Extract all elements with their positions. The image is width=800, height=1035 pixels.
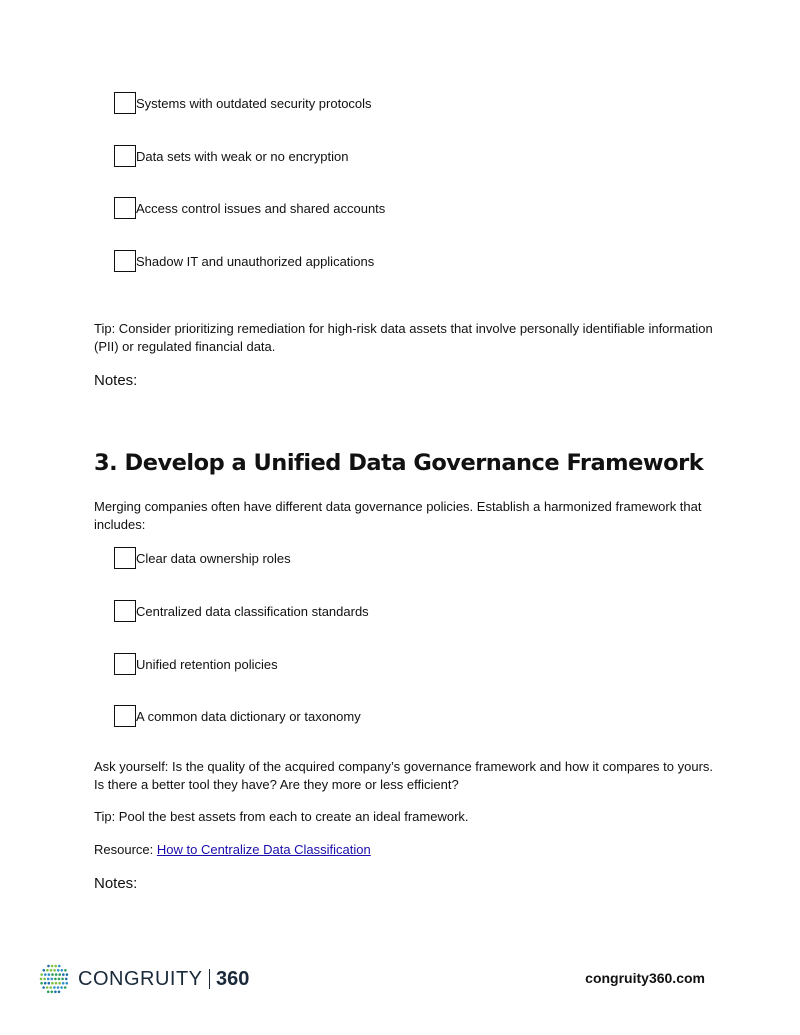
checklist-item-label: Access control issues and shared accounts — [136, 200, 386, 216]
checklist-item-label: Shadow IT and unauthorized applications — [136, 253, 375, 269]
checklist-item[interactable] — [114, 546, 291, 570]
checklist-item[interactable] — [114, 144, 348, 168]
checklist-item[interactable] — [114, 599, 369, 623]
checkbox[interactable] — [114, 600, 136, 622]
checklist-item-label: Centralized data classification standards — [136, 603, 369, 619]
checkbox[interactable] — [114, 197, 136, 219]
logo-text: CONGRUITY — [78, 967, 203, 990]
section-intro: Merging companies often have different data governance policies. Establish a harmonized framework that includes: — [94, 499, 702, 532]
checklist-item-label: A common data dictionary or taxonomy — [136, 708, 361, 724]
checklist-item-label: Systems with outdated security protocols — [136, 95, 372, 111]
tip-text: Tip: Pool the best assets from each to create an ideal framework. — [94, 809, 469, 824]
notes-label: Notes: — [94, 372, 138, 389]
logo-number: 360 — [216, 967, 250, 990]
resource-line — [94, 841, 714, 859]
checklist-item-label: Data sets with weak or no encryption — [136, 148, 349, 164]
checklist-item[interactable] — [114, 91, 372, 115]
checkbox[interactable] — [114, 250, 136, 272]
checklist-item[interactable] — [114, 652, 278, 676]
checklist-item-label: Unified retention policies — [136, 656, 278, 672]
footer-url: congruity360.com — [585, 970, 705, 986]
checklist-item[interactable] — [114, 704, 361, 728]
checkbox[interactable] — [114, 92, 136, 114]
tip-text: Tip: Consider prioritizing remediation for high-risk data assets that involve personally identifiable information (PII) or regulated financial data. — [94, 321, 713, 354]
checkbox[interactable] — [114, 145, 136, 167]
logo-divider — [209, 969, 211, 989]
checkbox[interactable] — [114, 547, 136, 569]
notes-label: Notes: — [94, 875, 138, 892]
ask-yourself-text: Ask yourself: Is the quality of the acquired company’s governance framework and how it compares to yours. Is there a better tool they have? Are they more or less efficient? — [94, 759, 714, 792]
section-heading: 3. Develop a Unified Data Governance Framework — [94, 450, 704, 476]
checkbox[interactable] — [114, 653, 136, 675]
checklist-item[interactable] — [114, 196, 385, 220]
congruity-logo — [38, 962, 249, 996]
resource-prefix: Resource: — [94, 842, 157, 857]
checkbox[interactable] — [114, 705, 136, 727]
globe-logo-icon — [38, 962, 72, 996]
checklist-item[interactable] — [114, 249, 374, 273]
checklist-item-label: Clear data ownership roles — [136, 550, 291, 566]
resource-link[interactable]: How to Centralize Data Classification — [156, 842, 371, 857]
